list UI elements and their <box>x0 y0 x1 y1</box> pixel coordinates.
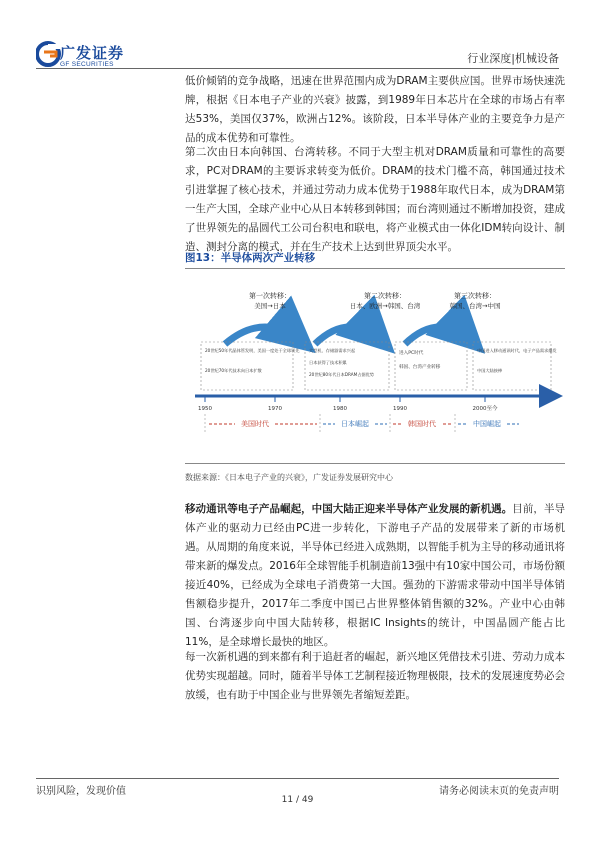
year-1970: 1970 <box>268 406 282 412</box>
era-korea: 韩国时代 <box>408 420 436 428</box>
note-4-1: 中国进入移动通讯时代，电子产品需求爆发 <box>477 348 557 353</box>
industry-shift-diagram <box>185 272 565 460</box>
note-2-2: 日本获得了技术积累 <box>309 360 347 365</box>
header-divider <box>36 68 559 69</box>
note-2-3: 20世纪80年代日本DRAM占据优势 <box>309 372 374 377</box>
paragraph-3-body: 目前，半导体产业的驱动力已经由PC进一步转化，下游电子产品的发展带来了新的市场机遇。从周期的角度来说，半导体已经进入成熟期，以智能手机为主导的移动通讯将带来新的爆发点。2016年全球智能手机制造前13强中有10家中国公司，市场份额接近40%，已经成为全球电子消费第一大国。强劲的下游需求带动中国半导体销售额稳步提升，2017年二季度中国已占世界整体销售额的32%。产业中心由韩国、台湾逐步向中国大陆转移，根据IC Insights的统计，中国晶圆产能占比11%，是全球增长最快的地区。 <box>185 503 566 648</box>
footer-disclaimer: 请务必阅读末页的免责声明 <box>439 786 559 797</box>
shift-sub-1: 美国→日本 <box>254 302 286 310</box>
note-1-1: 20世纪50年代晶体管发明，美国一度处于全球领先 <box>205 348 300 353</box>
note-1-2: 20世纪70年代技术向日本扩散 <box>205 368 262 373</box>
logo-text-cn: 广发证券 <box>60 44 125 62</box>
note-4-2: 中国大陆接棒 <box>477 368 503 373</box>
figure-bottom-rule <box>185 463 565 464</box>
shift-sub-3: 韩国、台湾→中国 <box>449 302 501 310</box>
era-japan: 日本崛起 <box>341 420 369 428</box>
year-2000: 2000至今 <box>472 406 498 412</box>
report-type: 行业深度|机械设备 <box>467 52 559 65</box>
footer-divider <box>36 778 559 779</box>
logo-text-en: GF SECURITIES <box>60 61 114 68</box>
shift-arrow-1 <box>225 327 305 344</box>
page-header <box>0 0 595 72</box>
year-1980: 1980 <box>333 406 347 412</box>
note-2-1: 大型机、存储器需求兴起 <box>309 348 356 353</box>
note-3-1: 进入PC时代 <box>399 351 424 356</box>
shift-arrow-2 <box>315 327 385 344</box>
paragraph-4: 每一次新机遇的到来都有利于追赶者的崛起，新兴地区凭借技术引进、劳动力成本优势实现超越。同时，随着半导体工艺制程接近物理极限，技术的发展速度势必会放缓，也有助于中国企业与世界领先者缩短差距。 <box>185 651 565 701</box>
year-1990: 1990 <box>393 406 407 412</box>
year-1950: 1950 <box>198 406 212 412</box>
note-3-2: 韩国、台湾产业转移 <box>399 365 441 370</box>
page-number: 11 / 49 <box>281 795 314 805</box>
figure-top-rule <box>185 268 565 269</box>
figure-source: 数据来源：《日本电子产业的兴衰》，广发证券发展研究中心 <box>185 473 393 482</box>
paragraph-3-lead: 移动通讯等电子产品崛起，中国大陆正迎来半导体产业发展的新机遇。 <box>185 503 513 515</box>
shift-sub-2: 日本、欧洲→韩国、台湾 <box>349 302 421 310</box>
era-china: 中国崛起 <box>473 420 501 428</box>
paragraph-1: 低价倾销的竞争战略，迅速在世界范围内成为DRAM主要供应国。世界市场快速洗牌，根据《日本电子产业的兴衰》披露，到1989年日本芯片在全球的市场占有率达53%，美国仅37%，欧洲占12%。该阶段，日本半导体产业的主要竞争力是产品的成本优势和可靠性。 <box>185 75 565 144</box>
shift-title-1: 第一次转移： <box>249 292 291 300</box>
footer-slogan: 识别风险，发现价值 <box>36 786 126 797</box>
paragraph-2: 第二次由日本向韩国、台湾转移。不同于大型主机对DRAM质量和可靠性的高要求，PC对DRAM的主要诉求转变为低价。DRAM的技术门槛不高，韩国通过技术引进掌握了核心技术，并通过劳动力成本优势于1988年取代日本，成为DRAM第一生产大国，全球产业中心从日本转移到韩国；而台湾则通过不断增加投资，建成了世界领先的晶圆代工公司台积电和联电，将产业模式由一体化IDM转向设计、制造、测封分离的模式，并在生产技术上达到世界顶尖水平。 <box>185 146 565 253</box>
figure-title: 图13：半导体两次产业转移 <box>185 252 316 264</box>
paragraph-3 <box>185 500 565 652</box>
shift-title-2: 第二次转移： <box>364 292 406 300</box>
shift-title-3: 第三次转移： <box>454 292 496 300</box>
era-us: 美国时代 <box>241 420 269 428</box>
shift-arrow-3 <box>405 327 475 344</box>
